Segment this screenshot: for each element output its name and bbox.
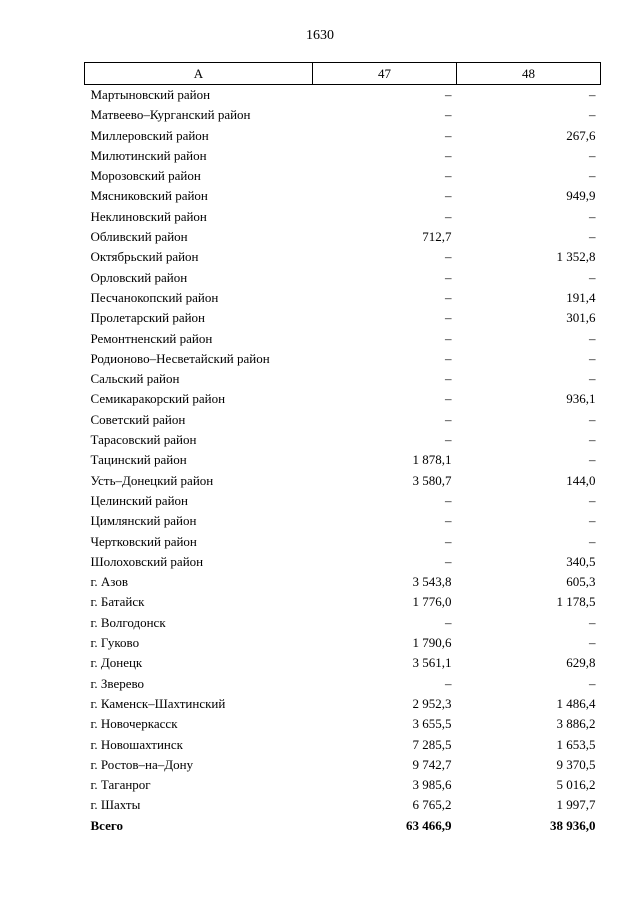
row-value-47: –	[445, 411, 452, 427]
table-row	[85, 735, 601, 755]
row-value-47: 1 776,0	[412, 594, 452, 610]
table-row	[85, 795, 601, 815]
row-value-47: –	[445, 533, 452, 549]
row-name-cell: Пролетарский район	[90, 310, 206, 326]
table-body	[85, 85, 601, 836]
row-value-47: 1 878,1	[412, 452, 452, 468]
table-row	[85, 85, 601, 106]
row-value-48: –	[589, 168, 596, 184]
row-value-47: –	[445, 350, 452, 366]
table-row	[85, 186, 601, 206]
row-value-48: –	[589, 229, 596, 245]
row-name-cell: Матвеево–Курганский район	[90, 107, 251, 123]
row-value-48: –	[589, 635, 596, 651]
table-row	[85, 674, 601, 694]
row-value-48: –	[589, 107, 596, 123]
row-value-47: 3 543,8	[412, 574, 452, 590]
header-cell-48: 48	[457, 63, 601, 85]
row-value-48: 301,6	[566, 310, 596, 326]
row-value-48: 1 486,4	[556, 695, 596, 711]
table-row	[85, 471, 601, 491]
header-row	[85, 63, 601, 85]
table-row	[85, 105, 601, 125]
row-value-48: 5 016,2	[556, 777, 596, 793]
row-value-47: –	[445, 310, 452, 326]
row-value-47: –	[445, 269, 452, 285]
row-value-48: 605,3	[566, 574, 596, 590]
table-row	[85, 633, 601, 653]
row-value-48: 1 178,5	[556, 594, 596, 610]
row-name-cell: Песчанокопский район	[90, 289, 219, 305]
row-name-cell: г. Ростов–на–Дону	[90, 756, 194, 772]
row-value-48: 38 936,0	[550, 817, 596, 833]
row-value-48: –	[589, 330, 596, 346]
data-table	[84, 62, 601, 836]
row-value-47: –	[445, 553, 452, 569]
table-row	[85, 755, 601, 775]
row-value-47: –	[445, 391, 452, 407]
row-value-48: –	[589, 87, 596, 102]
row-name-cell: Советский район	[90, 411, 186, 427]
table-row	[85, 349, 601, 369]
row-value-48: –	[589, 269, 596, 285]
row-name-cell: Морозовский район	[90, 168, 201, 184]
row-value-47: –	[445, 188, 452, 204]
table-row	[85, 389, 601, 409]
row-value-47: –	[445, 107, 452, 123]
row-name-cell: Ремонтненский район	[90, 330, 213, 346]
total-row	[85, 816, 601, 836]
table-row	[85, 532, 601, 552]
row-name-cell: г. Зверево	[90, 675, 145, 691]
table-row	[85, 552, 601, 572]
row-name-cell: г. Новочеркасск	[90, 716, 178, 732]
table-row	[85, 491, 601, 511]
row-name-cell: г. Батайск	[90, 594, 145, 610]
row-name-cell: Шолоховский район	[90, 553, 204, 569]
row-value-48: 1 997,7	[556, 797, 596, 813]
row-value-48: 267,6	[566, 127, 596, 143]
row-value-47: 3 561,1	[412, 655, 452, 671]
row-name-cell: г. Шахты	[90, 797, 141, 813]
row-value-48: –	[589, 614, 596, 630]
row-value-47: 6 765,2	[412, 797, 452, 813]
row-name-cell: Неклиновский район	[90, 208, 207, 224]
table-row	[85, 694, 601, 714]
row-value-47: 3 985,6	[412, 777, 452, 793]
table-row	[85, 227, 601, 247]
row-name-cell: Октябрьский район	[90, 249, 199, 265]
row-value-47: 2 952,3	[412, 695, 452, 711]
row-name-cell: Милютинский район	[90, 147, 207, 163]
row-name-cell: Всего	[90, 817, 123, 833]
row-value-48: –	[589, 147, 596, 163]
table-row	[85, 430, 601, 450]
row-value-47: –	[445, 249, 452, 265]
header-cell-name: А	[85, 63, 313, 85]
row-value-47: 1 790,6	[412, 635, 452, 651]
row-value-48: 936,1	[566, 391, 596, 407]
row-name-cell: г. Новошахтинск	[90, 736, 183, 752]
row-value-47: 9 742,7	[412, 756, 452, 772]
table-row	[85, 308, 601, 328]
row-value-48: 144,0	[566, 472, 596, 488]
row-value-48: 3 886,2	[556, 716, 596, 732]
row-value-47: –	[445, 371, 452, 387]
row-value-47: 3 655,5	[412, 716, 452, 732]
row-name-cell: Семикаракорский район	[90, 391, 226, 407]
table-row	[85, 247, 601, 267]
row-name-cell: Миллеровский район	[90, 127, 209, 143]
row-value-48: –	[589, 371, 596, 387]
row-value-47: –	[445, 513, 452, 529]
row-name-cell: Мартыновский район	[90, 87, 211, 102]
table-row	[85, 613, 601, 633]
row-value-48: 340,5	[566, 553, 596, 569]
row-value-47: –	[445, 147, 452, 163]
table-row	[85, 775, 601, 795]
row-name-cell: Обливский район	[90, 229, 188, 245]
row-name-cell: г. Каменск–Шахтинский	[90, 695, 226, 711]
row-value-48: 949,9	[566, 188, 596, 204]
table-row	[85, 714, 601, 734]
table-row	[85, 207, 601, 227]
row-name-cell: г. Гуково	[90, 635, 140, 651]
row-name-cell: Тацинский район	[90, 452, 187, 468]
header-cell-47: 47	[313, 63, 457, 85]
table-row	[85, 126, 601, 146]
row-value-47: –	[445, 87, 452, 102]
row-name-cell: г. Таганрог	[90, 777, 151, 793]
row-name-cell: г. Азов	[90, 574, 128, 590]
table-row	[85, 450, 601, 470]
row-value-48: 9 370,5	[556, 756, 596, 772]
table-row	[85, 592, 601, 612]
row-value-47: 3 580,7	[412, 472, 452, 488]
row-value-47: 63 466,9	[406, 817, 452, 833]
row-value-48: –	[589, 452, 596, 468]
row-value-48: –	[589, 513, 596, 529]
row-value-48: –	[589, 533, 596, 549]
row-value-48: –	[589, 432, 596, 448]
table-row	[85, 572, 601, 592]
page-number: 1630	[306, 28, 334, 43]
row-value-48: 629,8	[566, 655, 596, 671]
row-value-47: –	[445, 614, 452, 630]
row-name-cell: Целинский район	[90, 492, 188, 508]
row-name-cell: Родионово–Несветайский район	[90, 350, 270, 366]
table-row	[85, 369, 601, 389]
row-name-cell: Чертковский район	[90, 533, 197, 549]
row-name-cell: г. Донецк	[90, 655, 143, 671]
table-row	[85, 410, 601, 430]
table-row	[85, 511, 601, 531]
row-value-48: 191,4	[566, 289, 596, 305]
row-value-48: 1 352,8	[556, 249, 596, 265]
row-name-cell: Цимлянский район	[90, 513, 197, 529]
row-value-47: –	[445, 432, 452, 448]
row-value-48: –	[589, 492, 596, 508]
row-value-47: –	[445, 675, 452, 691]
table-row	[85, 166, 601, 186]
row-name-cell: Орловский район	[90, 269, 188, 285]
row-value-48: –	[589, 411, 596, 427]
row-name-cell: Усть–Донецкий район	[90, 472, 214, 488]
table-row	[85, 288, 601, 308]
row-value-47: –	[445, 208, 452, 224]
row-name-cell: Мясниковский район	[90, 188, 208, 204]
row-value-48: 1 653,5	[556, 736, 596, 752]
row-name-cell: Сальский район	[90, 371, 180, 387]
row-value-47: –	[445, 289, 452, 305]
table-row	[85, 268, 601, 288]
row-name-cell: г. Волгодонск	[90, 614, 166, 630]
row-value-48: –	[589, 675, 596, 691]
row-value-47: 7 285,5	[412, 736, 452, 752]
row-name-cell: Тарасовский район	[90, 432, 197, 448]
table-row	[85, 329, 601, 349]
table-row	[85, 653, 601, 673]
row-value-47: –	[445, 127, 452, 143]
row-value-47: –	[445, 330, 452, 346]
row-value-47: 712,7	[422, 229, 452, 245]
row-value-48: –	[589, 208, 596, 224]
row-value-48: –	[589, 350, 596, 366]
table-row	[85, 146, 601, 166]
row-value-47: –	[445, 168, 452, 184]
row-value-47: –	[445, 492, 452, 508]
